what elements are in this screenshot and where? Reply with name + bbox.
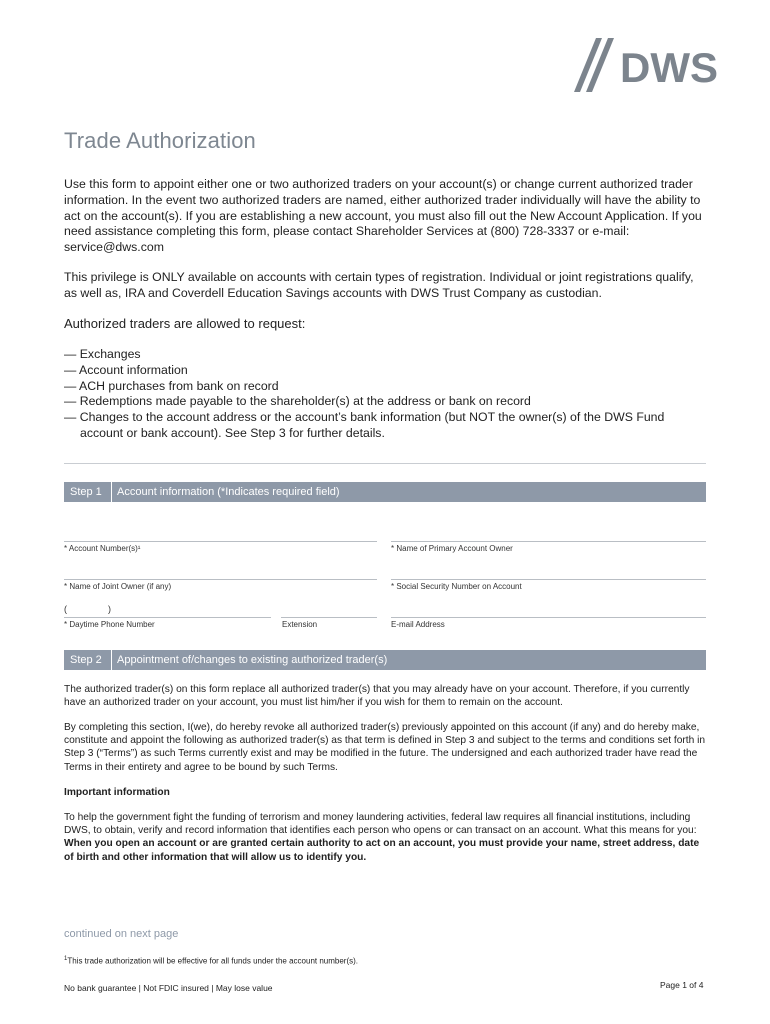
- footnote: [64, 956, 358, 966]
- list-item: — Exchanges: [64, 347, 141, 361]
- list-item: — ACH purchases from bank on record: [64, 378, 279, 393]
- account-number-field[interactable]: [64, 541, 377, 542]
- ssn-field[interactable]: [391, 579, 706, 580]
- ssn-label: * Social Security Number on Account: [391, 582, 522, 591]
- footnote-text: This trade authorization will be effective for all funds under the account number(s).: [67, 956, 359, 966]
- allowed-list: [64, 347, 704, 442]
- step1-header: [64, 482, 706, 502]
- phone-label: * Daytime Phone Number: [64, 620, 155, 629]
- joint-owner-field[interactable]: [64, 579, 377, 580]
- important-paragraph: [64, 811, 706, 864]
- list-item: — Changes to the account address or the account’s bank information (but NOT the owner(s) of the DWS Fund account or bank account). See Step 3 for further details.: [64, 410, 665, 440]
- extension-label: Extension: [282, 620, 318, 629]
- allowed-heading: Authorized traders are allowed to request:: [64, 316, 306, 331]
- phone-area-open: (: [64, 604, 67, 614]
- important-heading: Important information: [64, 787, 170, 798]
- extension-field[interactable]: [281, 617, 377, 618]
- step1-number: Step 1: [64, 482, 112, 502]
- logo-text: DWS: [620, 44, 718, 91]
- section-divider: [64, 463, 706, 464]
- privilege-paragraph: This privilege is ONLY available on accounts with certain types of registration. Individual or joint registrations qualify, as well as, IRA and Coverdell Education Savings accounts with DWS Trust Company as custodian.: [64, 270, 694, 300]
- continued-note: continued on next page: [64, 928, 179, 940]
- step2-paragraph-1: The authorized trader(s) on this form replace all authorized trader(s) that you may already have on your account. Therefore, if you currently have an authorized trader on your account, you must list him/her if you wish for them to remain on the account.: [64, 684, 690, 709]
- step2-title: Appointment of/changes to existing authorized trader(s): [117, 654, 388, 666]
- list-item: — Redemptions made payable to the shareholder(s) at the address or bank on record: [64, 394, 531, 409]
- account-number-label: * Account Number(s)¹: [64, 544, 141, 553]
- important-bold-text: When you open an account or are granted certain authority to act on an account, you must provide your name, street address, date of birth and other information that will allow us to identify you.: [64, 838, 700, 863]
- step2-number: Step 2: [64, 650, 112, 670]
- step2-paragraph-2: By completing this section, I(we), do hereby revoke all authorized trader(s) previously appointed on this account (if any) and do hereby make, constitute and appoint the following as authorized trader(s) as that term is defined in Step 3 and subject to the terms and conditions set forth in Step 3 (“Terms”) as such Terms currently exist and may be modified in the future. The undersigned and each authorized trader have read the Terms in their entirety and agree to be bound by such Terms.: [64, 722, 706, 773]
- page-number: Page 1 of 4: [660, 980, 704, 990]
- phone-area-close: ): [108, 604, 111, 614]
- important-text: To help the government fight the funding of terrorism and money laundering activities, federal law requires all financial institutions, including DWS, to obtain, verify and record information that identifies each person who opens or can transact on an account. What this means for you:: [64, 812, 697, 837]
- joint-owner-label: * Name of Joint Owner (if any): [64, 582, 172, 591]
- step2-header: [64, 650, 706, 670]
- intro-paragraph: Use this form to appoint either one or two authorized traders on your account(s) or change current authorized trader information. In the event two authorized traders are named, either authorized trader individually will have the ability to act on the account(s). If you are establishing a new account, you must also fill out the New Account Application. If you need assistance completing this form, please contact Shareholder Services at (800) 728-3337 or e-mail: service@dws.com: [64, 177, 702, 255]
- step1-title: Account information (*Indicates required field): [117, 486, 340, 498]
- email-label: E-mail Address: [391, 620, 445, 629]
- phone-field[interactable]: [64, 617, 271, 618]
- dws-logo: [572, 34, 732, 94]
- list-item: — Account information: [64, 362, 188, 377]
- primary-owner-label: * Name of Primary Account Owner: [391, 544, 513, 553]
- email-field[interactable]: [391, 617, 706, 618]
- footnote-mark: 1: [64, 956, 68, 962]
- footer-disclaimer: No bank guarantee | Not FDIC insured | May lose value: [64, 983, 273, 993]
- page-title: Trade Authorization: [64, 128, 256, 153]
- primary-owner-field[interactable]: [391, 541, 706, 542]
